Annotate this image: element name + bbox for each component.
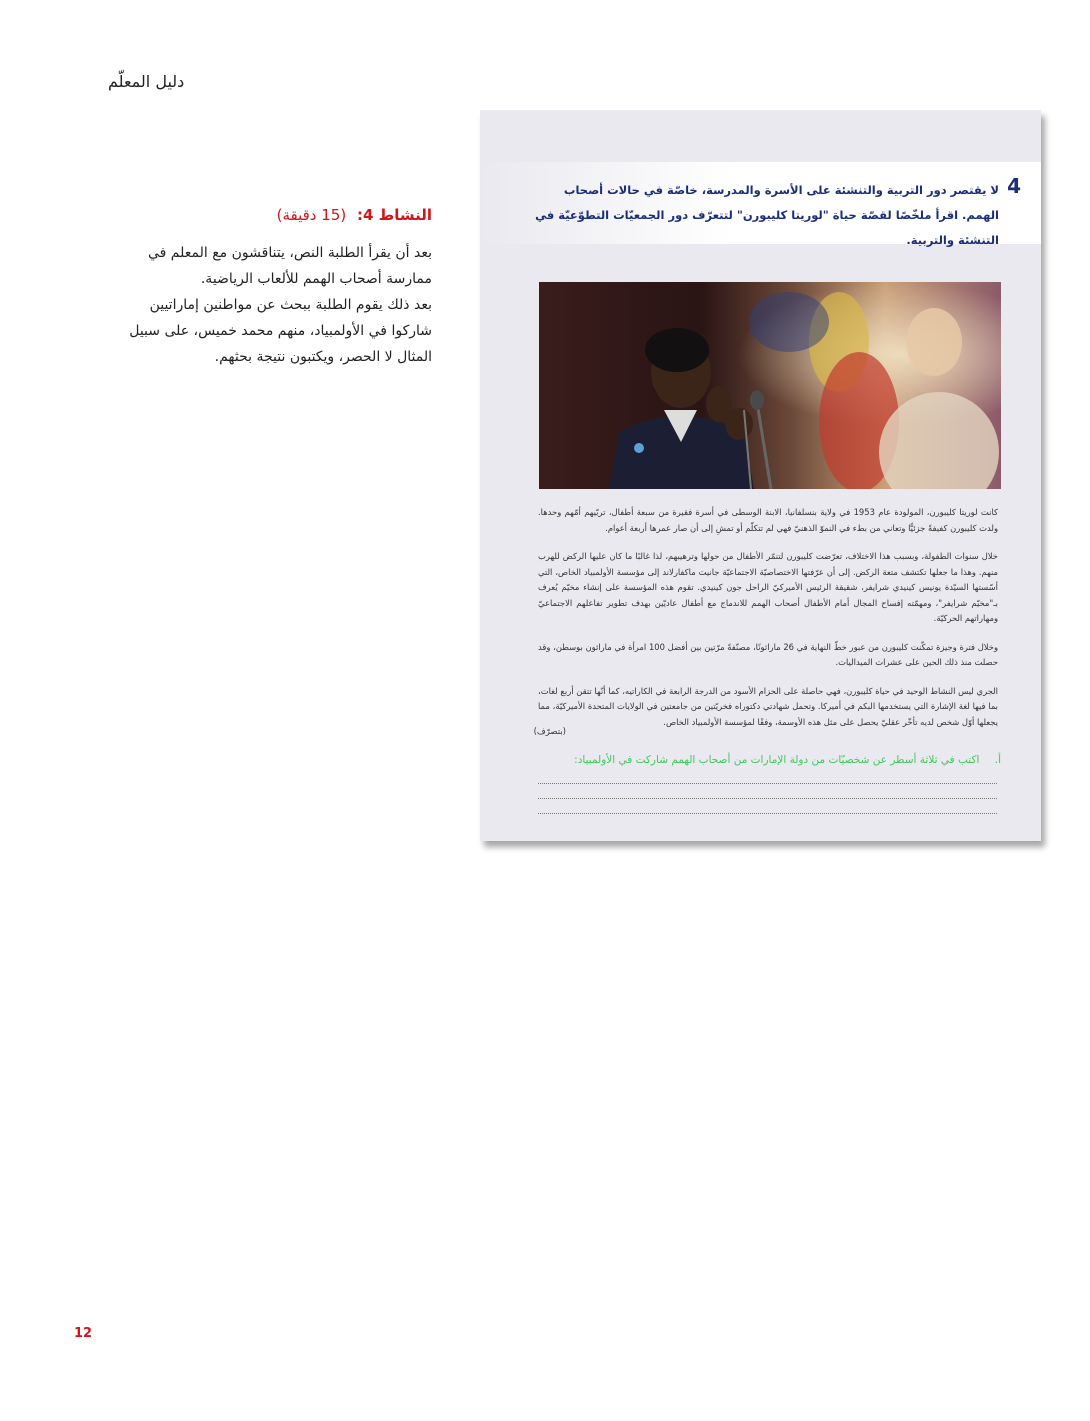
answer-line[interactable]	[538, 813, 997, 814]
answer-line[interactable]	[538, 783, 997, 784]
activity-section	[106, 206, 432, 370]
speaker-photo	[539, 282, 1001, 489]
activity-paragraph: بعد ذلك يقوم الطلبة ببحث عن مواطنين إماراتيين شاركوا في الأولمبياد، منهم محمد خميس، على سبيل المثال لا الحصر، ويكتبون نتيجة بحثهم.	[129, 297, 432, 365]
activity-paragraph: بعد أن يقرأ الطلبة النص، يتناقشون مع المعلم في ممارسة أصحاب الهمم للألعاب الرياضية.	[148, 245, 432, 287]
answer-line[interactable]	[538, 798, 997, 799]
guide-title: دليل المعلّم	[108, 72, 185, 91]
question-text: لا يقتصر دور التربية والتنشئة على الأسرة والمدرسة، خاصّة في حالات أصحاب الهمم. اقرأ ملخّصًا لقصّة حياة "لوريتا كليبورن" لتتعرّف دور الجمعيّات التطوّعيّة في التنشئة والتربية.	[535, 183, 999, 247]
story-text	[538, 505, 998, 743]
story-paragraph: وخلال فترة وجيزة تمكّنت كليبورن من عبور خطّ النهاية في 26 ماراثونًا، مصنّفةً مرّتين بين أفضل 100 امرأة في ماراثون بوسطن، وقد حصلت منذ ذلك الحين على عشرات الميداليات.	[538, 641, 998, 667]
photo-speaker-at-microphone-icon	[539, 282, 1001, 489]
textbook-page-excerpt	[480, 110, 1041, 841]
activity-duration: (15 دقيقة)	[276, 206, 347, 224]
story-paragraph: خلال سنوات الطفولة، وبسبب هذا الاختلاف، تعرّضت كليبورن لتنمّر الأطفال من حولها وترهيبهم، لذا غالبًا ما كان عليها الركض للهرب منهم. وهذا ما جعلها تكتشف متعة الركض. إلى أن عرّفتها الاختصاصيّة الاجتماعيّة جانيت ماكفارلاند إلى مؤسسة الأولمبياد الخاص، التي أسّستها السيّدة يونيس كينيدي شرايفر، شقيقة الرئيس الأميركيّ الراحل جون كينيدي. تقوم هذه المؤسسة على إنشاء مخيّم يُعرف بـ"مخيّم شرايفر"، ومهمّته إفساح المجال أمام الأطفال أصحاب الهمم للاندماج مع أطفال عاديّين بهدف تطوير تفاعلهم الاجتماعيّ ومهاراتهم الحركيّة.	[538, 551, 998, 623]
story-paragraph: الجري ليس النشاط الوحيد في حياة كليبورن، فهي حاصلة على الحزام الأسود من الدرجة الرابعة في الكاراتيه، كما أنّها تتقن أربع لغات، بما فيها لغة الإشارة التي يستخدمها البكم في أميركا. وتحمل شهادتي دكتوراه فخريّتين من جامعتين في الولايات المتحدة الأميركيّة، مما يجعلها أوّل شخص لديه تأخّر عقليّ يحصل على مثل هذه الأوسمة، وفقًا لمؤسسة الأولمبياد الخاص.	[538, 685, 998, 727]
activity-heading	[106, 206, 432, 224]
sub-question	[541, 754, 1001, 766]
source-note: (بتصرّف)	[533, 727, 566, 737]
sub-question-number: أ.	[994, 754, 1001, 766]
activity-label: النشاط 4:	[356, 206, 432, 224]
activity-body	[106, 240, 432, 370]
page-number: 12	[74, 1326, 93, 1341]
sub-question-text: اكتب في ثلاثة أسطر عن شخصيّات من دولة الإمارات من أصحاب الهمم شاركت في الأولمبياد:	[574, 754, 980, 766]
story-paragraph: كانت لوريتا كليبورن، المولودة عام 1953 في ولاية بنسلفانيا، الابنة الوسطى في أسرة فقيرة من سبعة أطفال، تربّيهم أمّهم وحدها. ولدت كليبورن كفيفةً جزئيًّا وتعاني من بطء في النموّ الذهنيّ فهي لم تتكلّم أو تمشِ إلى أن صار عمرها أربعة أعوام.	[538, 507, 998, 533]
question-number: 4	[1007, 174, 1021, 198]
